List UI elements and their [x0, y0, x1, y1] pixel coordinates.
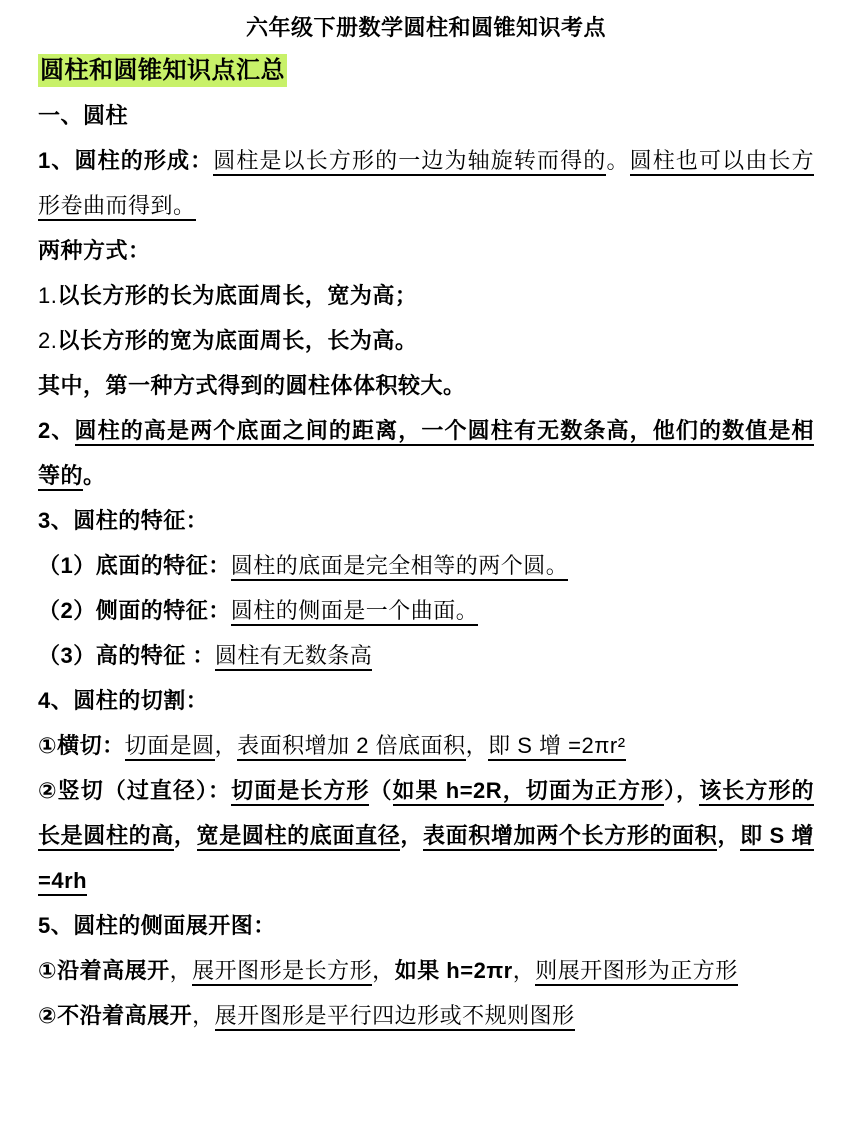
text-run: 4、圆柱的切割： — [38, 688, 209, 713]
unfold-along-height — [38, 948, 814, 993]
text-run: 则展开图形为正方形 — [535, 958, 738, 986]
text-run: 以长方形的宽为底面周长，长为高。 — [57, 328, 418, 353]
text-run: ， — [192, 1003, 215, 1028]
text-run: ， — [465, 733, 489, 758]
two-ways-heading — [38, 228, 814, 273]
text-run: 圆柱和圆锥知识点汇总 — [38, 54, 287, 87]
text-run: ②不沿着高展开 — [38, 1003, 193, 1028]
section-1-heading — [38, 93, 814, 138]
text-run: ， — [676, 778, 700, 803]
text-run: （2）侧面的特征： — [38, 598, 231, 623]
text-run: 其中，第一种方式得到的圆柱体体积较大。 — [38, 373, 466, 398]
text-run: （3）高的特征 ： — [38, 643, 215, 668]
cut-vertical — [38, 768, 814, 903]
feature-side — [38, 588, 814, 633]
text-run: ①横切： — [38, 733, 125, 758]
text-run: 一、圆柱 — [38, 103, 129, 128]
text-run: （ — [369, 778, 393, 803]
text-run: 该长方形的长是圆柱的高 — [38, 778, 814, 851]
text-run: ②竖切（过直径）： — [38, 778, 232, 803]
feature-base — [38, 543, 814, 588]
text-run: 圆柱的底面是完全相等的两个圆。 — [231, 553, 569, 581]
point-5-unfold-heading — [38, 903, 814, 948]
highlighted-heading — [38, 48, 814, 93]
text-run: ， — [214, 733, 238, 758]
text-run: 圆柱有无数条高 — [215, 643, 373, 671]
text-run: ） — [664, 778, 677, 803]
text-run: ， — [169, 958, 193, 983]
text-run: 圆柱是以长方形的一边为轴旋转而得的 — [213, 148, 606, 176]
text-run: 两种方式： — [38, 238, 151, 263]
text-run: ， — [173, 823, 197, 848]
text-run: （1）底面的特征： — [38, 553, 231, 578]
text-run: 5、圆柱的侧面展开图： — [38, 913, 276, 938]
unfold-not-along-height — [38, 993, 814, 1038]
point-4-cutting-heading — [38, 678, 814, 723]
point-2-cylinder-height — [38, 408, 814, 498]
text-run: ， — [717, 823, 741, 848]
comparison-note — [38, 363, 814, 408]
text-run: 切面是圆 — [125, 733, 215, 761]
text-run: ， — [512, 958, 536, 983]
way-2 — [38, 318, 814, 363]
text-run: 。 — [606, 148, 630, 173]
text-run: 展开图形是长方形 — [192, 958, 372, 986]
text-run: ①沿着高展开 — [38, 958, 170, 983]
feature-height — [38, 633, 814, 678]
text-run: 圆柱的侧面是一个曲面。 — [231, 598, 479, 626]
point-1-cylinder-formation — [38, 138, 814, 228]
text-run: 展开图形是平行四边形或不规则图形 — [215, 1003, 575, 1031]
text-run: 1. — [38, 283, 58, 308]
text-run: 2. — [38, 328, 58, 353]
text-run: 如果 h=2πr — [394, 958, 513, 983]
document-title: 六年级下册数学圆柱和圆锥知识考点 — [245, 15, 606, 40]
text-run: 宽是圆柱的底面直径 — [197, 823, 401, 851]
cut-horizontal — [38, 723, 814, 768]
text-run: 2、 — [38, 418, 75, 443]
text-run: 以长方形的长为底面周长，宽为高； — [57, 283, 418, 308]
text-run: 圆柱也可以由长方形卷曲而得到。 — [38, 148, 814, 221]
document-body — [38, 48, 814, 1038]
way-1 — [38, 273, 814, 318]
text-run: 即 S 增=4rh — [38, 823, 814, 896]
point-3-features-heading — [38, 498, 814, 543]
text-run: 。 — [83, 463, 106, 488]
text-run: 如果 h=2R，切面为正方形 — [393, 778, 665, 806]
text-run: 3、圆柱的特征： — [38, 508, 209, 533]
text-run: ， — [372, 958, 395, 983]
text-run: 即 S 增 =2πr² — [488, 733, 625, 761]
text-run: 1、圆柱的形成： — [38, 148, 214, 173]
text-run: 表面积增加 2 倍底面积 — [237, 733, 465, 761]
text-run: ， — [400, 823, 424, 848]
text-run: 圆柱的高是两个底面之间的距离，一个圆柱有无数条高，他们的数值是相等的 — [38, 418, 814, 491]
text-run: 切面是长方形 — [231, 778, 369, 806]
text-run: 表面积增加两个长方形的面积 — [423, 823, 717, 851]
